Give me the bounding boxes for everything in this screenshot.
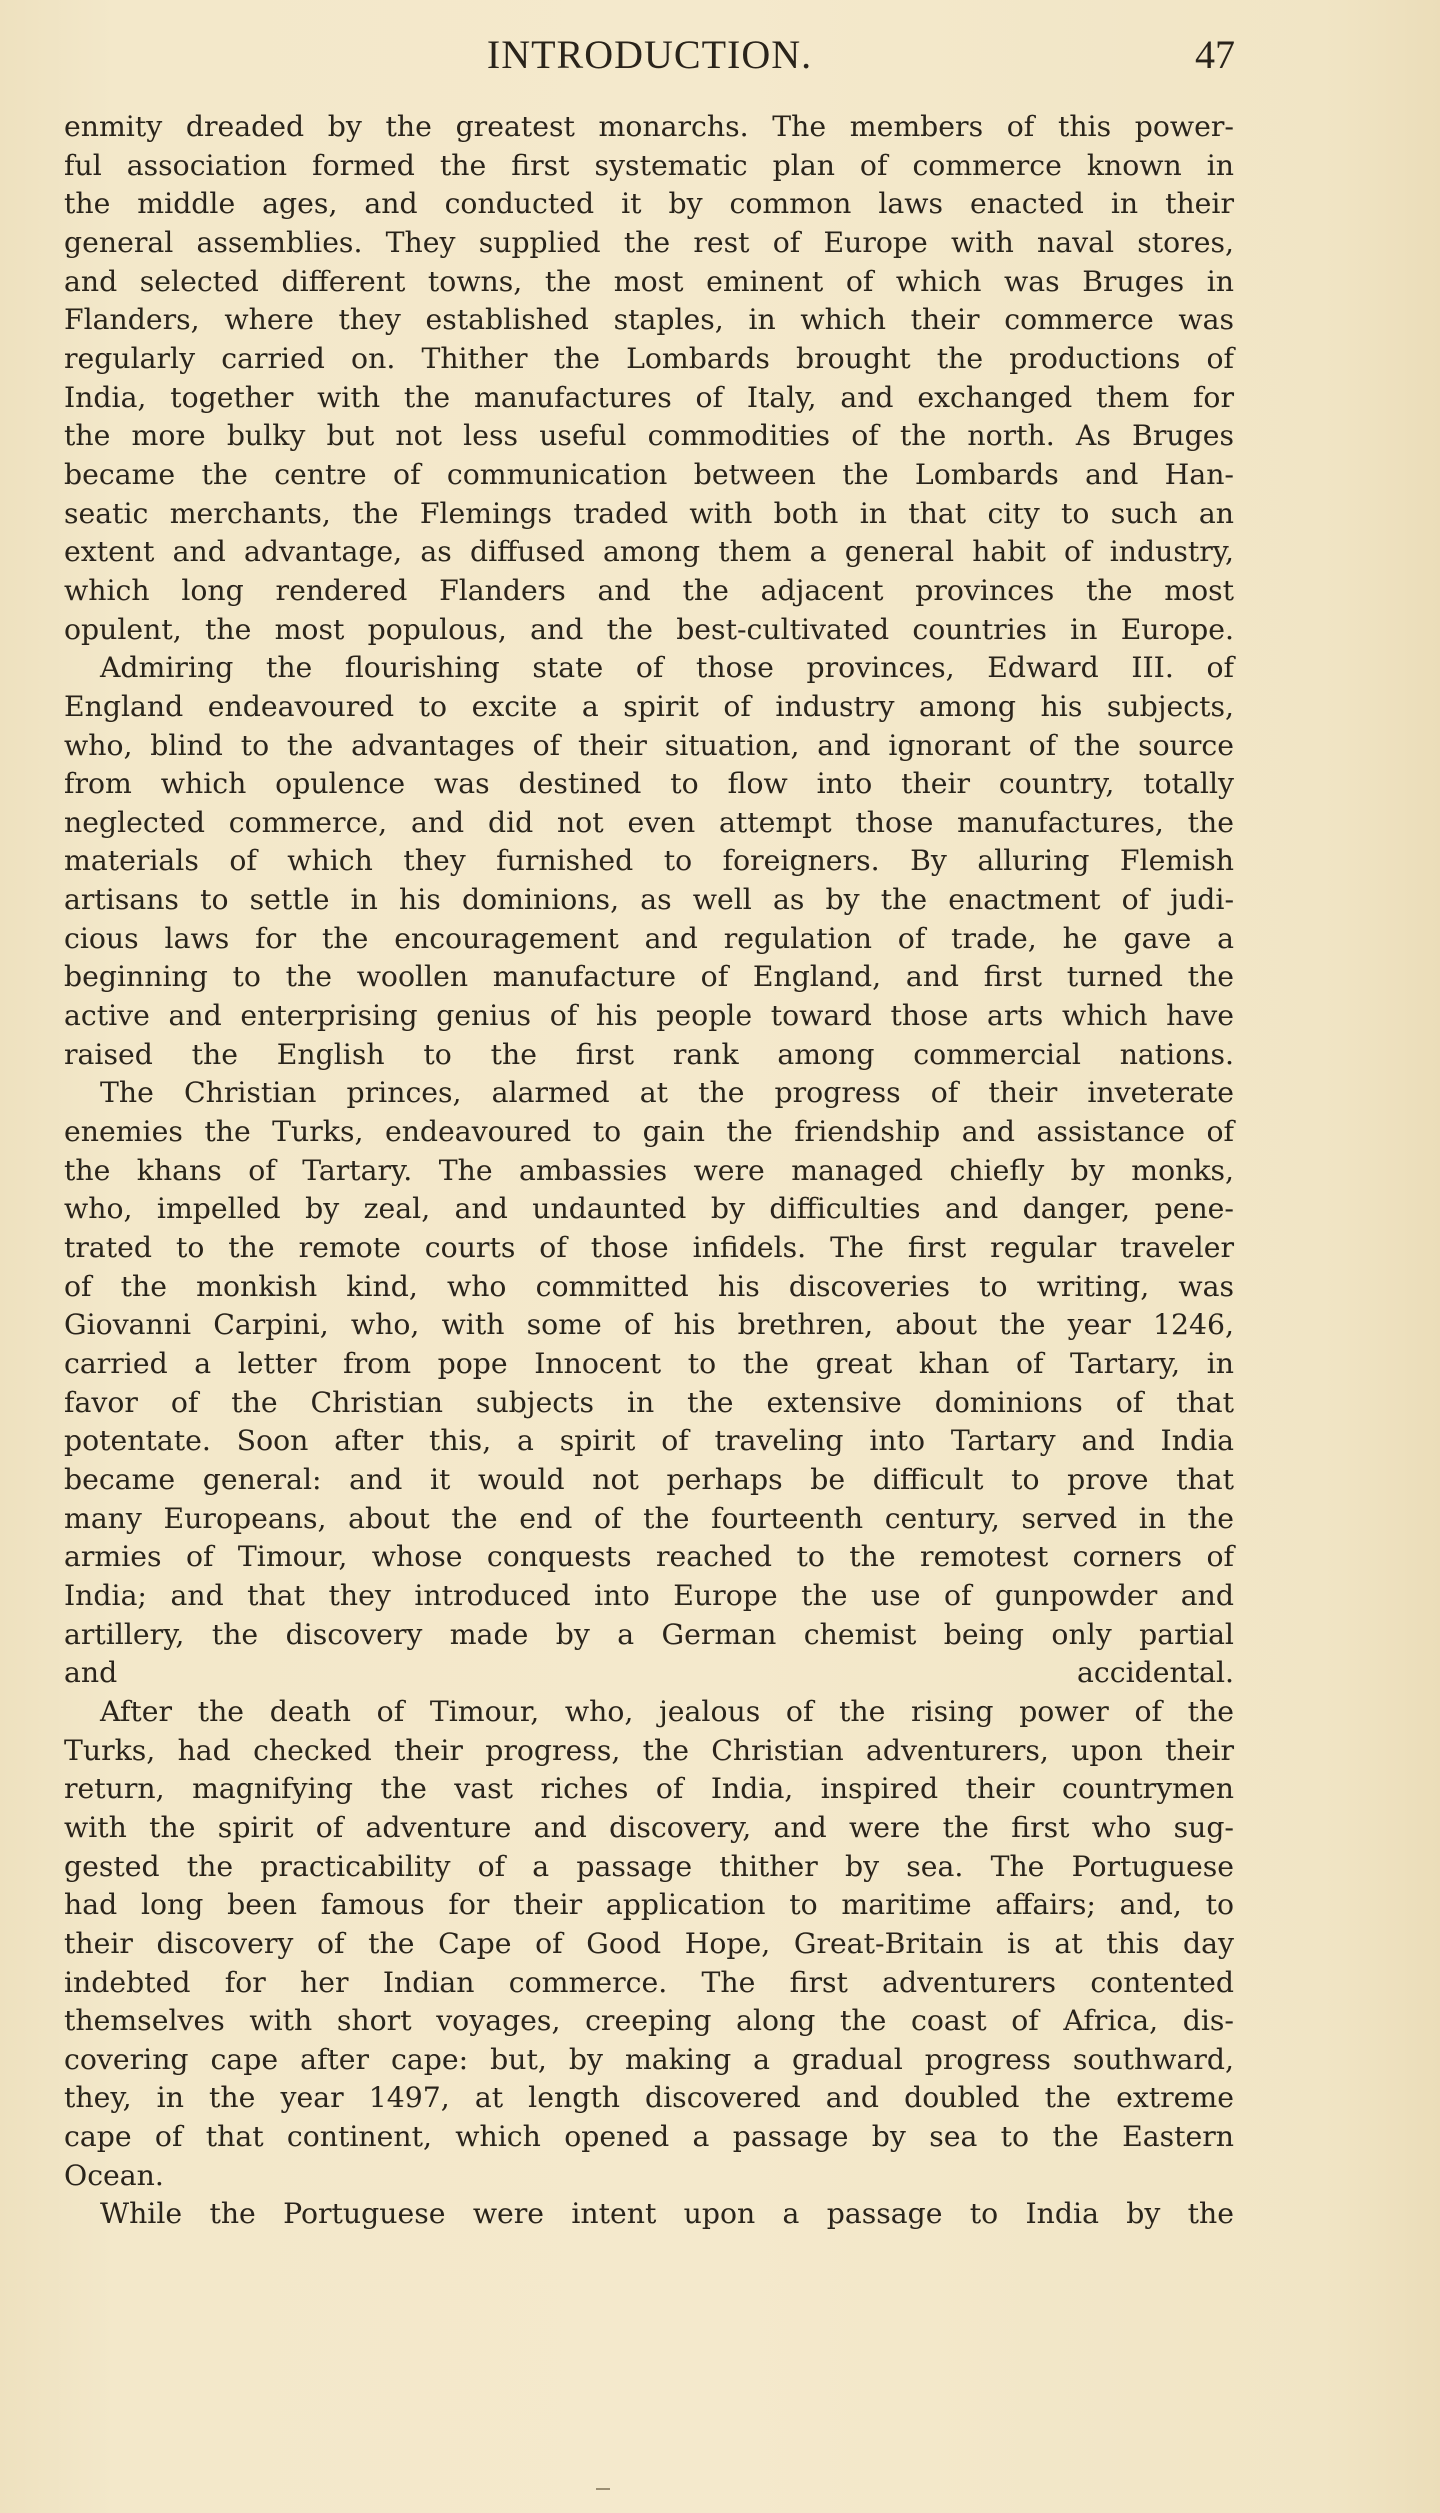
text-line: After the death of Timour, who, jealous of the rising power of the [100,1694,1234,1728]
text-line: became general: and it would not perhaps be difficult to prove that [64,1462,1234,1496]
text-line: Giovanni Carpini, who, with some of his brethren, about the year 1246, [64,1308,1234,1342]
text-line: had long been famous for their application to maritime affairs; and, to [64,1888,1234,1922]
text-line: Turks, had checked their progress, the Christian adventurers, upon their [64,1733,1234,1767]
text-line: covering cape after cape: but, by making a gradual progress southward, [64,2042,1234,2076]
text-line: carried a letter from pope Innocent to the great khan of Tartary, in [64,1347,1234,1380]
text-line: they, in the year 1497, at length discovered and doubled the extreme [64,2081,1234,2115]
text-line: regularly carried on. Thither the Lombards brought the productions of [64,341,1234,375]
text-line: gested the practicability of a passage thither by sea. The Portuguese [64,1849,1234,1883]
text-line: and selected different towns, the most eminent of which was Bruges in [64,264,1234,298]
text-line: cape of that continent, which opened a passage by sea to the Eastern [64,2120,1234,2154]
text-line: from which opulence was destined to flow into their country, totally [64,767,1234,801]
text-line: who, blind to the advantages of their situation, and ignorant of the source [64,728,1234,762]
printer-mark [596,2488,610,2490]
text-line: became the centre of communication between the Lombards and Han- [64,457,1234,491]
paragraph-p1 [64,108,1234,649]
paragraph-p2 [64,649,1234,1074]
text-line: India; and that they introduced into Europe the use of gunpowder and [64,1578,1234,1612]
text-line: artisans to settle in his dominions, as well as by the enactment of judi- [64,883,1234,917]
text-line: favor of the Christian subjects in the extensive dominions of that [64,1385,1234,1419]
text-line: of the monkish kind, who committed his discoveries to writing, was [64,1269,1234,1303]
text-line: materials of which they furnished to foreigners. By alluring Flemish [64,844,1234,878]
text-line: active and enterprising genius of his people toward those arts which have [64,999,1234,1033]
text-line: potentate. Soon after this, a spirit of traveling into Tartary and India [64,1424,1234,1458]
text-line: who, impelled by zeal, and undaunted by difficulties and danger, pene- [64,1192,1234,1226]
running-title: INTRODUCTION. [486,32,813,77]
text-line: While the Portuguese were intent upon a passage to India by the [100,2197,1234,2231]
text-line: the more bulky but not less useful commodities of the north. As Bruges [64,419,1234,453]
text-line: and accidental. [64,1656,1234,1690]
paragraph-p4 [64,1693,1234,2196]
text-line: armies of Timour, whose conquests reached to the remotest corners of [64,1540,1234,1574]
text-line: India, together with the manufactures of Italy, and exchanged them for [64,380,1234,414]
text-line: artillery, the discovery made by a German chemist being only partial [64,1617,1234,1651]
text-line: many Europeans, about the end of the fourteenth century, served in the [64,1501,1234,1535]
page-header [64,30,1235,80]
text-line: enemies the Turks, endeavoured to gain the friendship and assistance of [64,1115,1234,1149]
text-line: neglected commerce, and did not even attempt those manufactures, the [64,805,1234,839]
text-line: extent and advantage, as diffused among them a general habit of industry, [64,535,1234,569]
text-line: with the spirit of adventure and discovery, and were the first who sug- [64,1810,1234,1844]
text-line: which long rendered Flanders and the adjacent provinces the most [64,573,1234,607]
text-line: cious laws for the encouragement and regulation of trade, he gave a [64,921,1234,955]
text-line: enmity dreaded by the greatest monarchs. The members of this power- [64,110,1234,143]
text-line: Admiring the flourishing state of those provinces, Edward III. of [100,651,1234,685]
text-line: general assemblies. They supplied the rest of Europe with naval stores, [64,225,1234,259]
text-line: their discovery of the Cape of Good Hope, Great-Britain is at this day [64,1926,1234,1960]
text-line: seatic merchants, the Flemings traded with both in that city to such an [64,496,1234,530]
text-line: return, magnifying the vast riches of India, inspired their countrymen [64,1772,1234,1806]
body-text [64,108,1234,2234]
text-line: the middle ages, and conducted it by common laws enacted in their [64,187,1234,221]
page-number: 47 [1195,32,1235,77]
text-line: beginning to the woollen manufacture of England, and first turned the [64,960,1234,994]
paragraph-p3 [64,1074,1234,1693]
text-line: opulent, the most populous, and the best-cultivated countries in Europe. [64,612,1234,646]
text-line: indebted for her Indian commerce. The first adventurers contented [64,1965,1234,1999]
text-line: ful association formed the first systematic plan of commerce known in [64,148,1234,182]
text-line: raised the English to the first rank among commercial nations. [64,1037,1234,1071]
text-line: The Christian princes, alarmed at the progress of their inveterate [100,1076,1234,1110]
text-line: themselves with short voyages, creeping along the coast of Africa, dis- [64,2004,1234,2038]
text-line: Ocean. [64,2158,164,2192]
text-line: Flanders, where they established staples, in which their commerce was [64,303,1234,337]
paragraph-p5 [64,2195,1234,2234]
text-line: the khans of Tartary. The ambassies were managed chiefly by monks, [64,1153,1234,1187]
text-line: trated to the remote courts of those infidels. The first regular traveler [64,1231,1234,1265]
text-line: England endeavoured to excite a spirit of industry among his subjects, [64,689,1234,723]
